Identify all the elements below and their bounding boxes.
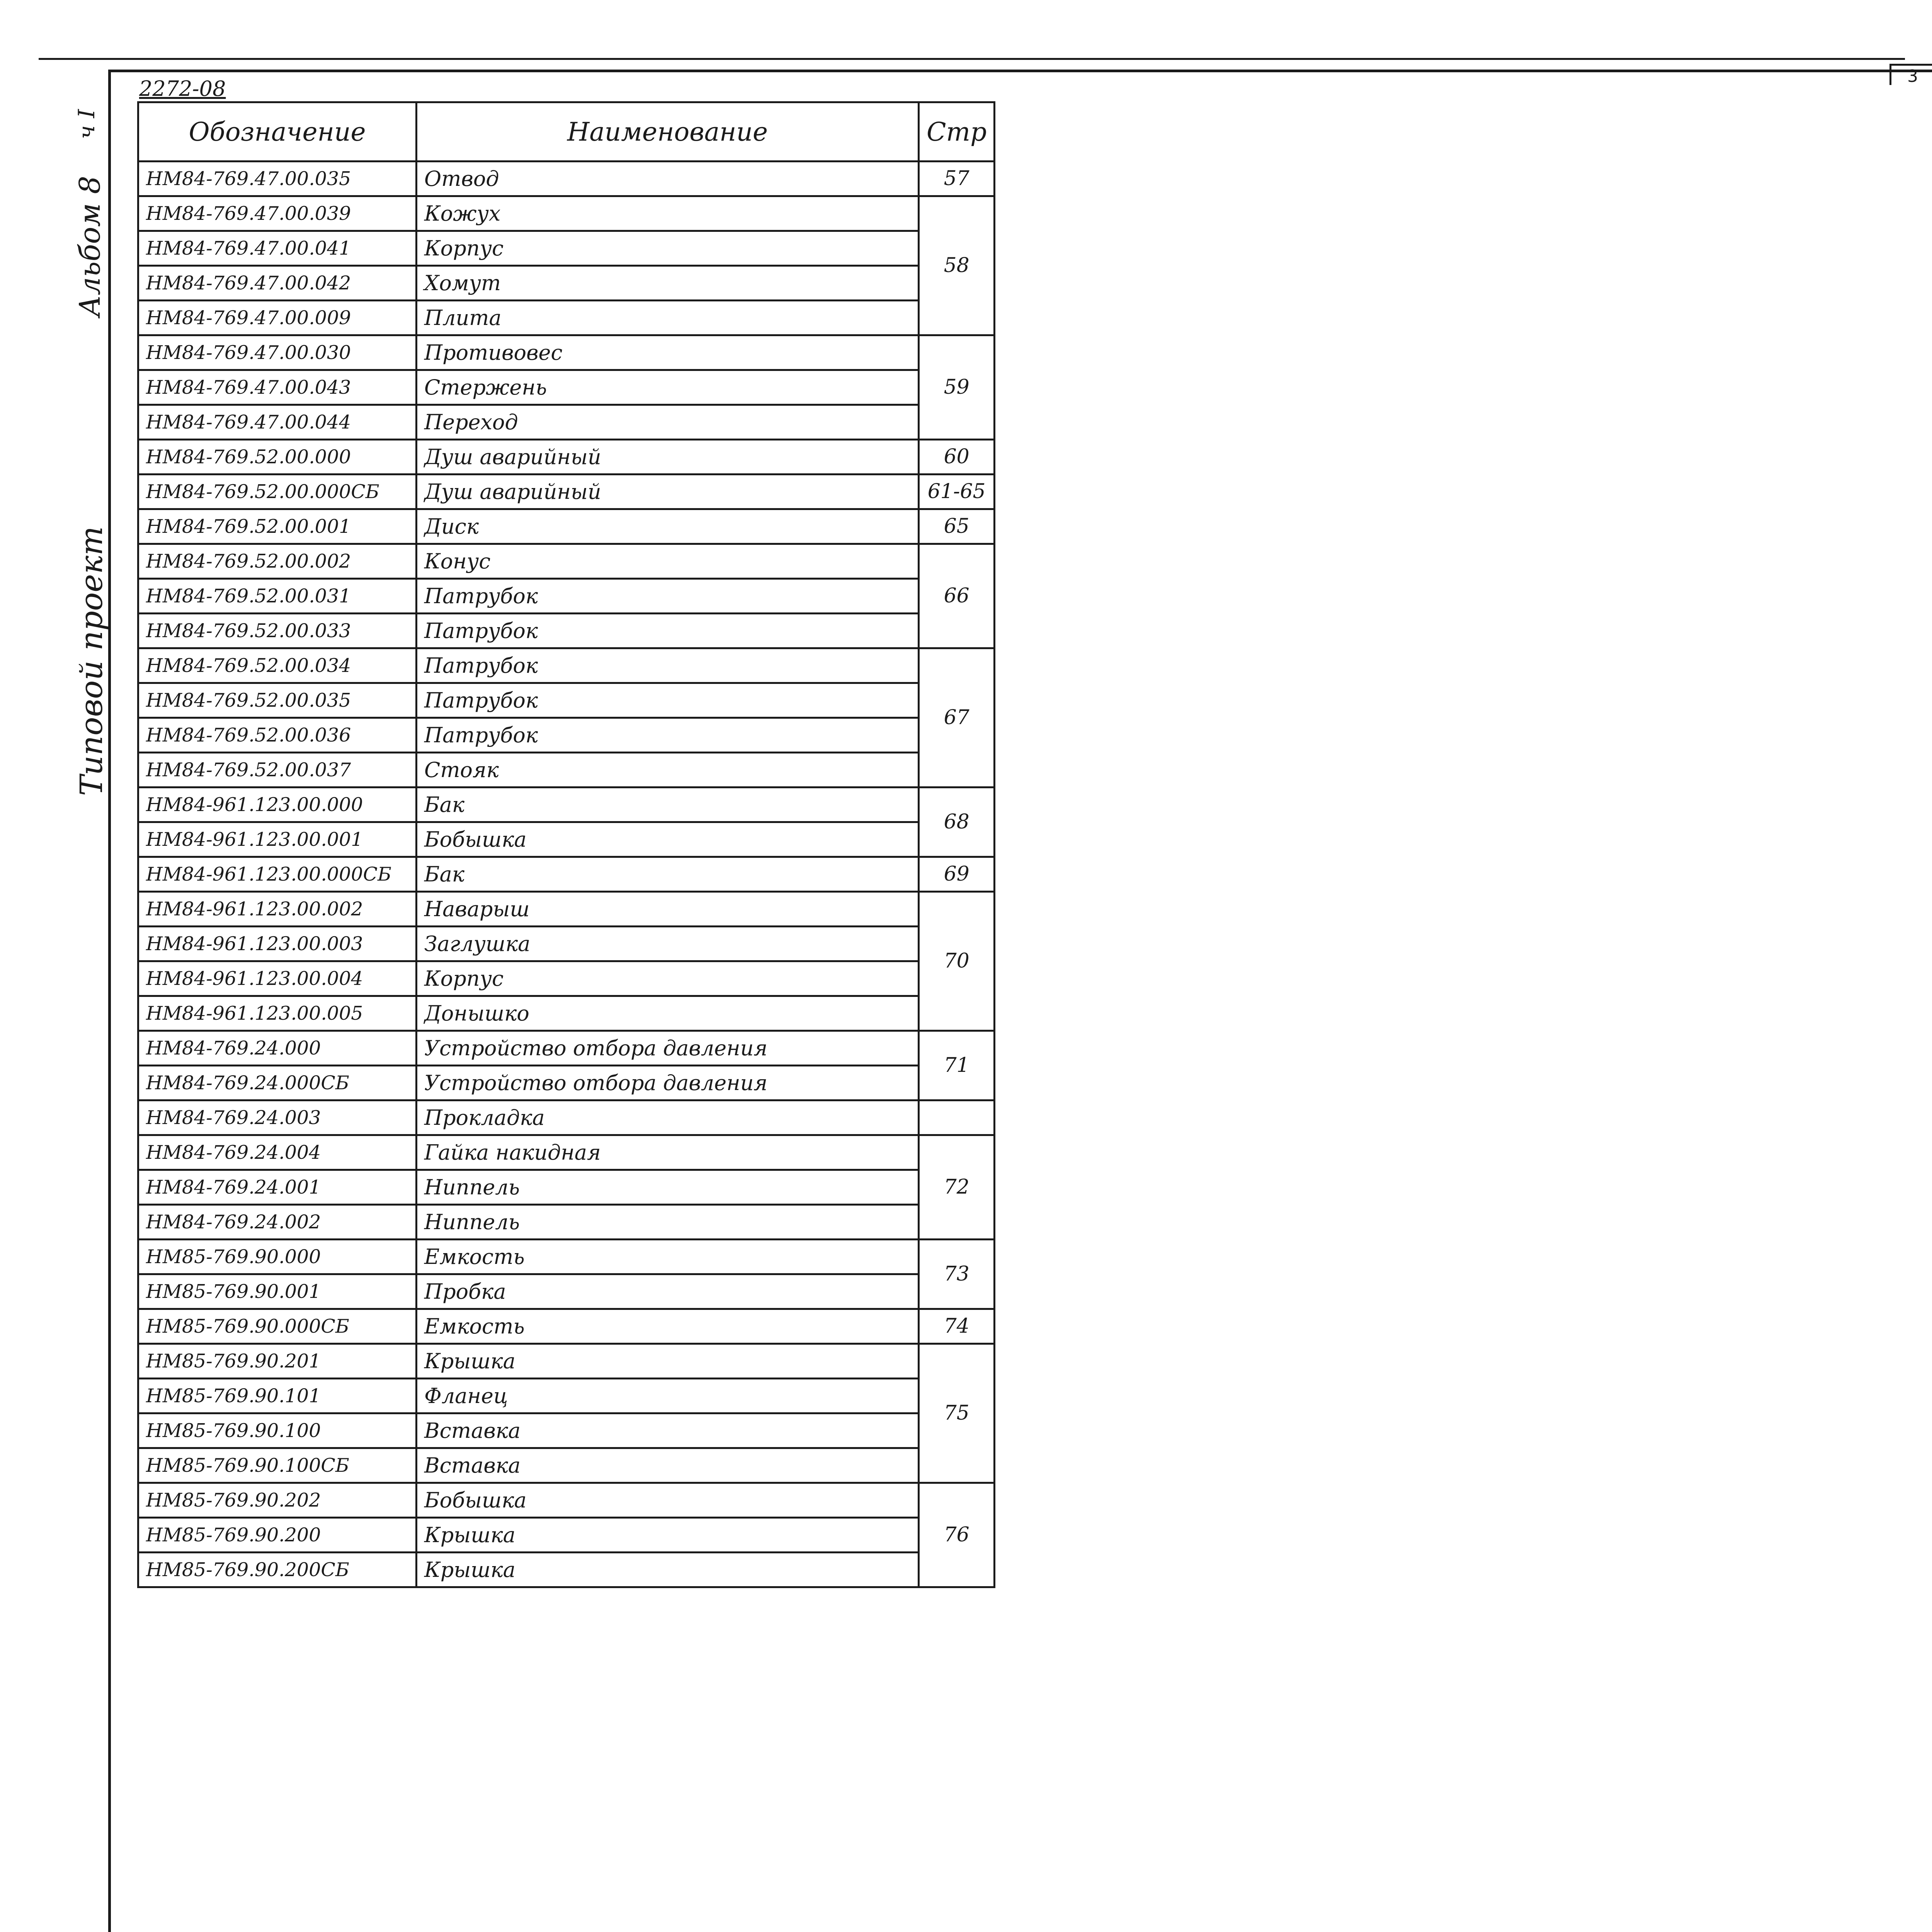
- table-body: [138, 162, 995, 1587]
- cell-designation: НМ85-769.90.000СБ: [138, 1309, 417, 1344]
- table-row: [138, 614, 995, 648]
- cell-name: Пробка: [417, 1274, 919, 1309]
- cell-page: 60: [919, 440, 995, 474]
- table-row: [138, 335, 995, 370]
- top-trim-line: [39, 58, 1905, 60]
- cell-name: Емкость: [417, 1309, 919, 1344]
- cell-name: Патрубок: [417, 579, 919, 614]
- cell-designation: НМ85-769.90.200: [138, 1518, 417, 1553]
- table-row: [138, 1344, 995, 1379]
- cell-page: 70: [919, 892, 995, 1031]
- cell-name: Стержень: [417, 370, 919, 405]
- cell-name: Душ аварийный: [417, 440, 919, 474]
- cell-name: Наварыш: [417, 892, 919, 927]
- cell-name: Конус: [417, 544, 919, 579]
- cell-page: 75: [919, 1344, 995, 1483]
- cell-designation: НМ84-769.24.000СБ: [138, 1066, 417, 1100]
- table-row: [138, 718, 995, 753]
- table-row: [138, 961, 995, 996]
- table-row: [138, 1205, 995, 1240]
- spec-table: [137, 101, 995, 1588]
- cell-name: Ниппель: [417, 1170, 919, 1205]
- cell-designation: НМ84-769.52.00.002: [138, 544, 417, 579]
- cell-designation: НМ85-769.90.001: [138, 1274, 417, 1309]
- table-row: [138, 1240, 995, 1274]
- cell-designation: НМ84-961.123.00.000: [138, 787, 417, 822]
- table-row: [138, 1066, 995, 1100]
- cell-designation: НМ85-769.90.200СБ: [138, 1553, 417, 1587]
- cell-page: 68: [919, 787, 995, 857]
- cell-designation: НМ84-961.123.00.004: [138, 961, 417, 996]
- cell-designation: НМ84-769.52.00.036: [138, 718, 417, 753]
- cell-designation: НМ84-769.47.00.043: [138, 370, 417, 405]
- side-label-part: ч I: [73, 109, 100, 139]
- cell-name: Патрубок: [417, 648, 919, 683]
- cell-designation: НМ84-769.52.00.035: [138, 683, 417, 718]
- cell-name: Бак: [417, 857, 919, 892]
- table-row: [138, 1553, 995, 1587]
- cell-designation: НМ84-769.47.00.035: [138, 162, 417, 196]
- table-row: [138, 1379, 995, 1413]
- header-name: Наименование: [417, 102, 919, 162]
- cell-designation: НМ85-769.90.100СБ: [138, 1448, 417, 1483]
- cell-designation: НМ84-769.47.00.009: [138, 301, 417, 335]
- table-row: [138, 162, 995, 196]
- cell-name: Емкость: [417, 1240, 919, 1274]
- header-page: Стр: [919, 102, 995, 162]
- cell-name: Донышко: [417, 996, 919, 1031]
- cell-name: Хомут: [417, 266, 919, 301]
- table-row: [138, 1309, 995, 1344]
- table-row: [138, 1413, 995, 1448]
- cell-page: 58: [919, 196, 995, 335]
- cell-name: Патрубок: [417, 683, 919, 718]
- cell-page: 71: [919, 1031, 995, 1100]
- cell-name: Вставка: [417, 1448, 919, 1483]
- cell-name: Устройство отбора давления: [417, 1031, 919, 1066]
- cell-name: Заглушка: [417, 927, 919, 961]
- table-row: [138, 1170, 995, 1205]
- table-row: [138, 196, 995, 231]
- cell-designation: НМ84-769.52.00.033: [138, 614, 417, 648]
- cell-name: Устройство отбора давления: [417, 1066, 919, 1100]
- table-row: [138, 1518, 995, 1553]
- cell-name: Кожух: [417, 196, 919, 231]
- table-row: [138, 231, 995, 266]
- cell-designation: НМ85-769.90.101: [138, 1379, 417, 1413]
- table-row: [138, 370, 995, 405]
- table-row: [138, 579, 995, 614]
- cell-page: 73: [919, 1240, 995, 1309]
- cell-designation: НМ85-769.90.100: [138, 1413, 417, 1448]
- cell-page: 59: [919, 335, 995, 440]
- side-label-album: Альбом 8: [73, 175, 107, 317]
- table-row: [138, 822, 995, 857]
- document-number: 2272-08: [139, 77, 226, 101]
- table-row: [138, 301, 995, 335]
- table-row: [138, 1100, 995, 1135]
- cell-designation: НМ84-769.47.00.039: [138, 196, 417, 231]
- sheet-tab: 3: [1889, 64, 1932, 85]
- cell-designation: НМ84-961.123.00.003: [138, 927, 417, 961]
- cell-designation: НМ84-769.24.001: [138, 1170, 417, 1205]
- cell-name: Бобышка: [417, 822, 919, 857]
- cell-designation: НМ84-769.24.004: [138, 1135, 417, 1170]
- cell-designation: НМ84-961.123.00.000СБ: [138, 857, 417, 892]
- cell-name: Душ аварийный: [417, 474, 919, 509]
- cell-name: Ниппель: [417, 1205, 919, 1240]
- table-row: [138, 474, 995, 509]
- table-row: [138, 683, 995, 718]
- cell-page: 67: [919, 648, 995, 787]
- table-row: [138, 544, 995, 579]
- table-row: [138, 648, 995, 683]
- cell-name: Диск: [417, 509, 919, 544]
- cell-designation: НМ84-769.24.000: [138, 1031, 417, 1066]
- cell-name: Противовес: [417, 335, 919, 370]
- cell-designation: НМ84-769.24.002: [138, 1205, 417, 1240]
- cell-name: Переход: [417, 405, 919, 440]
- cell-page: 61-65: [919, 474, 995, 509]
- cell-name: Фланец: [417, 1379, 919, 1413]
- table-row: [138, 1274, 995, 1309]
- table-row: [138, 927, 995, 961]
- cell-name: Плита: [417, 301, 919, 335]
- table-row: [138, 405, 995, 440]
- table-row: [138, 892, 995, 927]
- cell-designation: НМ84-769.47.00.042: [138, 266, 417, 301]
- cell-name: Корпус: [417, 231, 919, 266]
- cell-name: Патрубок: [417, 718, 919, 753]
- table-row: [138, 266, 995, 301]
- cell-name: Крышка: [417, 1553, 919, 1587]
- cell-name: Вставка: [417, 1413, 919, 1448]
- header-designation: Обозначение: [138, 102, 417, 162]
- cell-name: Гайка накидная: [417, 1135, 919, 1170]
- cell-designation: НМ85-769.90.201: [138, 1344, 417, 1379]
- table-row: [138, 509, 995, 544]
- cell-page: 65: [919, 509, 995, 544]
- cell-designation: НМ84-961.123.00.005: [138, 996, 417, 1031]
- cell-name: Отвод: [417, 162, 919, 196]
- cell-page: [919, 1100, 995, 1135]
- cell-designation: НМ84-769.52.00.000СБ: [138, 474, 417, 509]
- cell-page: 72: [919, 1135, 995, 1240]
- cell-designation: НМ84-769.52.00.037: [138, 753, 417, 787]
- cell-designation: НМ84-769.24.003: [138, 1100, 417, 1135]
- table-row: [138, 1031, 995, 1066]
- cell-name: Бак: [417, 787, 919, 822]
- cell-name: Стояк: [417, 753, 919, 787]
- table-row: [138, 1483, 995, 1518]
- cell-name: Корпус: [417, 961, 919, 996]
- table-row: [138, 1135, 995, 1170]
- cell-designation: НМ85-769.90.202: [138, 1483, 417, 1518]
- side-label-project: Типовой проект: [73, 526, 109, 796]
- table-row: [138, 753, 995, 787]
- table-row: [138, 787, 995, 822]
- cell-designation: НМ84-769.47.00.030: [138, 335, 417, 370]
- cell-page: 66: [919, 544, 995, 648]
- cell-designation: НМ85-769.90.000: [138, 1240, 417, 1274]
- cell-name: Патрубок: [417, 614, 919, 648]
- cell-designation: НМ84-769.52.00.001: [138, 509, 417, 544]
- cell-designation: НМ84-961.123.00.001: [138, 822, 417, 857]
- cell-page: 76: [919, 1483, 995, 1587]
- cell-designation: НМ84-769.52.00.000: [138, 440, 417, 474]
- cell-page: 74: [919, 1309, 995, 1344]
- cell-name: Прокладка: [417, 1100, 919, 1135]
- cell-page: 57: [919, 162, 995, 196]
- cell-designation: НМ84-769.52.00.034: [138, 648, 417, 683]
- cell-name: Крышка: [417, 1344, 919, 1379]
- table-header-row: [138, 102, 995, 162]
- cell-designation: НМ84-769.47.00.041: [138, 231, 417, 266]
- table-row: [138, 1448, 995, 1483]
- cell-designation: НМ84-769.52.00.031: [138, 579, 417, 614]
- table-row: [138, 440, 995, 474]
- cell-page: 69: [919, 857, 995, 892]
- table-row: [138, 996, 995, 1031]
- cell-name: Бобышка: [417, 1483, 919, 1518]
- cell-designation: НМ84-769.47.00.044: [138, 405, 417, 440]
- cell-name: Крышка: [417, 1518, 919, 1553]
- table-row: [138, 857, 995, 892]
- cell-designation: НМ84-961.123.00.002: [138, 892, 417, 927]
